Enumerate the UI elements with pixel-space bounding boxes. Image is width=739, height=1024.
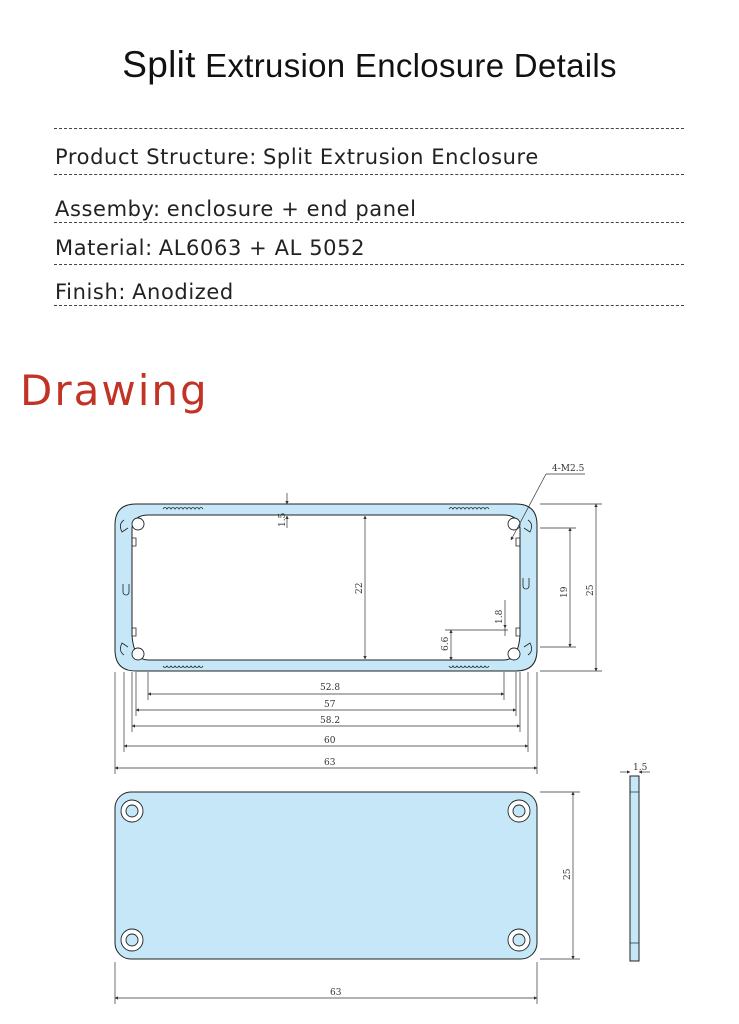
end-panel-side-view bbox=[630, 776, 639, 961]
divider bbox=[54, 264, 684, 265]
dim-panel-thickness: 1.5 bbox=[633, 763, 648, 773]
dim-inner-height: 22 bbox=[355, 582, 365, 594]
profile-shell bbox=[115, 504, 537, 671]
divider bbox=[54, 222, 684, 223]
spec-value: Split Extrusion Enclosure bbox=[262, 145, 539, 169]
divider bbox=[54, 305, 684, 306]
panel-side-plate bbox=[630, 776, 639, 961]
enclosure-cross-section bbox=[115, 504, 537, 671]
dim-width-63: 63 bbox=[324, 758, 336, 768]
mounting-hole-inner bbox=[513, 934, 525, 946]
end-panel bbox=[115, 792, 537, 959]
dim-wall-thickness: 1.5 bbox=[278, 512, 288, 527]
spec-label: Material: bbox=[55, 236, 153, 260]
technical-drawing bbox=[0, 440, 739, 1024]
dim-inner-slot-height: 19 bbox=[560, 586, 570, 598]
mounting-hole-inner bbox=[513, 805, 525, 817]
spec-label: Finish: bbox=[55, 280, 127, 304]
divider bbox=[54, 128, 684, 129]
spec-row-assembly bbox=[55, 197, 417, 221]
dim-width-52-8: 52.8 bbox=[320, 683, 341, 693]
screw-boss bbox=[132, 648, 144, 660]
spec-row-structure bbox=[55, 145, 539, 169]
mounting-hole-inner bbox=[126, 805, 138, 817]
dim-width-58-2: 58.2 bbox=[320, 716, 341, 726]
spec-value: AL6063 + AL 5052 bbox=[158, 236, 366, 260]
mounting-hole-inner bbox=[126, 934, 138, 946]
dim-panel-width: 63 bbox=[330, 988, 342, 998]
spec-label: Product Structure: bbox=[55, 145, 257, 169]
section-heading-drawing: Drawing bbox=[20, 366, 209, 415]
spec-row-material bbox=[55, 236, 365, 260]
spec-row-finish bbox=[55, 280, 234, 304]
title-rest: Extrusion Enclosure Details bbox=[205, 47, 617, 84]
divider bbox=[54, 174, 684, 175]
dim-panel-height: 25 bbox=[563, 868, 573, 880]
screw-boss bbox=[132, 518, 144, 530]
pcb-slot bbox=[132, 628, 136, 636]
pcb-slot bbox=[132, 538, 136, 546]
dim-slot-depth: 1.8 bbox=[495, 609, 505, 624]
dim-width-60: 60 bbox=[324, 736, 336, 746]
end-panel-plate bbox=[115, 792, 537, 959]
screw-boss bbox=[508, 648, 520, 660]
spec-value: enclosure + end panel bbox=[166, 197, 417, 221]
callout-screws: 4-M2.5 bbox=[552, 464, 585, 474]
dim-outer-height: 25 bbox=[586, 584, 596, 596]
spec-label: Assemby: bbox=[55, 197, 161, 221]
pcb-slot bbox=[516, 628, 520, 636]
spec-value: Anodized bbox=[132, 280, 234, 304]
title-lead: Split bbox=[122, 44, 196, 85]
dim-width-57: 57 bbox=[324, 700, 336, 710]
page-title bbox=[0, 44, 739, 86]
pcb-slot bbox=[516, 538, 520, 546]
screw-boss bbox=[508, 518, 520, 530]
dim-slot-offset: 6.6 bbox=[441, 636, 451, 651]
